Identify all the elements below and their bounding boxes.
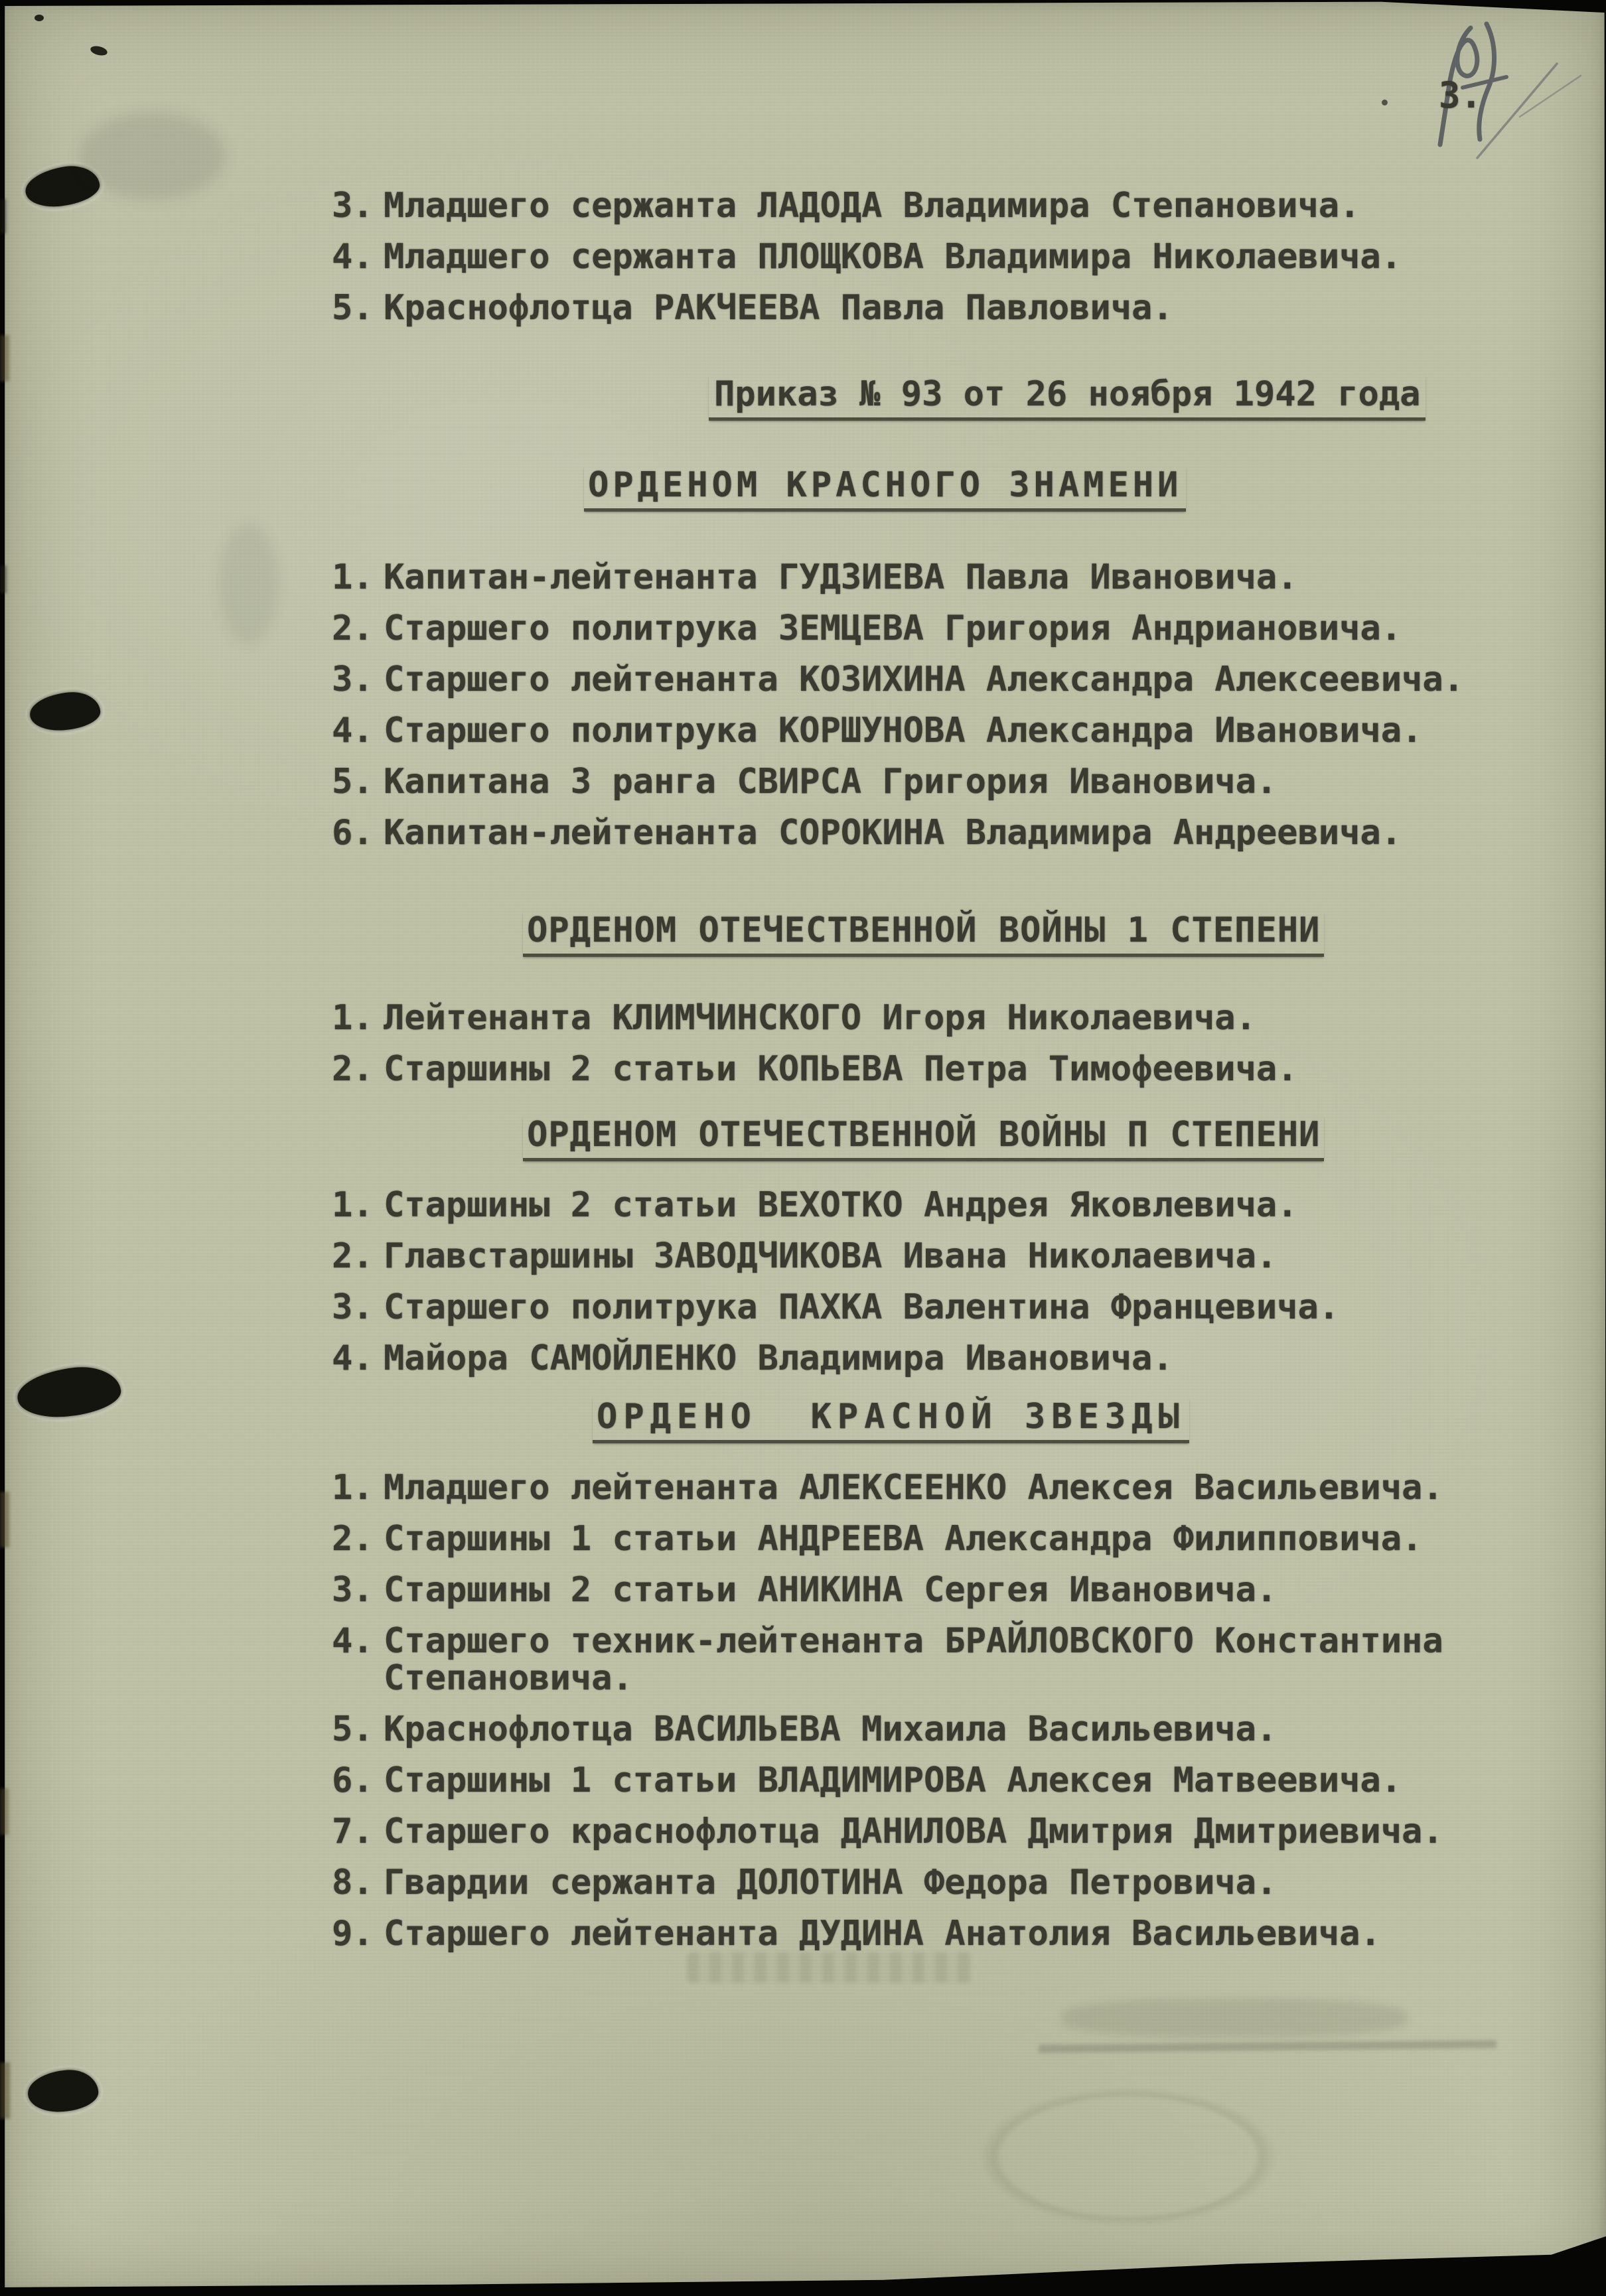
section-list-patriotic-war-2	[332, 1186, 1487, 1391]
item-number: 3.	[332, 186, 374, 226]
section-title-patriotic-war-1: ОРДЕНОМ ОТЕЧЕСТВЕННОЙ ВОЙНЫ 1 СТЕПЕНИ	[523, 912, 1324, 957]
item-number: 3.	[332, 1570, 374, 1610]
item-text: Старшего лейтенанта КОЗИХИНА Александра Алексеевича.	[384, 660, 1464, 699]
list-item	[332, 1238, 1487, 1275]
item-text: Старшины 2 статьи АНИКИНА Сергея Ивановича.	[384, 1570, 1278, 1610]
item-number: 3.	[332, 660, 374, 699]
item-text: Старшего политрука ПАХКА Валентина Францевича.	[384, 1287, 1340, 1327]
item-text: Лейтенанта КЛИМЧИНСКОГО Игоря Николаевича.	[384, 998, 1256, 1038]
section-title-red-banner: ОРДЕНОМ КРАСНОГО ЗНАМЕНИ	[584, 466, 1186, 512]
item-text: Младшего сержанта ЛАДОДА Владимира Степановича.	[384, 186, 1360, 226]
list-item	[332, 1762, 1487, 1799]
list-item	[332, 610, 1487, 647]
order-title: Приказ № 93 от 26 ноября 1942 года	[709, 376, 1425, 421]
list-item	[332, 814, 1487, 851]
smudge	[219, 524, 279, 644]
item-number: 4.	[332, 1338, 374, 1378]
list-item	[332, 1050, 1487, 1088]
list-item	[332, 1622, 1487, 1697]
list-item	[332, 1340, 1487, 1377]
item-number: 1.	[332, 557, 374, 597]
item-number: 1.	[332, 998, 374, 1038]
list-item	[332, 999, 1487, 1037]
item-number: 4.	[332, 711, 374, 751]
item-text: Старшего лейтенанта ДУДИНА Анатолия Васильевича.	[384, 1914, 1381, 1954]
item-text: Старшины 1 статьи АНДРЕЕВА Александра Филипповича.	[384, 1519, 1423, 1559]
section-title-red-star: ОРДЕНО КРАСНОЙ ЗВЕЗДЫ	[593, 1398, 1189, 1443]
item-number: 1.	[332, 1185, 374, 1225]
item-number: 7.	[332, 1812, 374, 1851]
item-text: Старшего политрука КОРШУНОВА Александра Ивановича.	[384, 711, 1423, 751]
item-number: 4.	[332, 1621, 374, 1661]
ghost-smudge	[1062, 1999, 1407, 2037]
item-number: 4.	[332, 237, 374, 277]
list-item	[332, 1186, 1487, 1224]
list-item	[332, 1813, 1487, 1850]
item-number: 5.	[332, 1709, 374, 1749]
item-number: 2.	[332, 1049, 374, 1089]
item-number: 2.	[332, 1519, 374, 1559]
item-number: 2.	[332, 1236, 374, 1276]
ink-speck	[35, 15, 44, 21]
list-item	[332, 238, 1487, 275]
smudge	[80, 113, 226, 199]
item-text: Главстаршины ЗАВОДЧИКОВА Ивана Николаевича.	[384, 1236, 1278, 1276]
section-list-patriotic-war-1	[332, 999, 1487, 1102]
list-item	[332, 1711, 1487, 1748]
list-item	[332, 1520, 1487, 1557]
edge-stain	[0, 1492, 9, 1547]
item-text: Гвардии сержанта ДОЛОТИНА Федора Петровича.	[384, 1863, 1278, 1902]
list-item	[332, 712, 1487, 749]
list-item	[332, 1571, 1487, 1609]
edge-stain	[0, 565, 7, 593]
item-text: Старшего техник-лейтенанта БРАЙЛОВСКОГО Константина Степановича.	[384, 1621, 1443, 1698]
item-text: Капитана 3 ранга СВИРСА Григория Ивановича.	[384, 762, 1278, 802]
list-item	[332, 1915, 1487, 1952]
ink-speck	[1382, 100, 1388, 106]
item-text: Старшины 1 статьи ВЛАДИМИРОВА Алексея Матвеевича.	[384, 1760, 1402, 1800]
edge-stain	[0, 199, 6, 234]
list-item	[332, 661, 1487, 698]
item-number: 5.	[332, 762, 374, 802]
edge-stain	[0, 1788, 9, 1835]
item-number: 6.	[332, 1760, 374, 1800]
item-number: 5.	[332, 288, 374, 328]
section-list-red-star	[332, 1469, 1487, 1966]
item-text: Краснофлотца РАКЧЕЕВА Павла Павловича.	[384, 288, 1173, 328]
item-number: 3.	[332, 1287, 374, 1327]
item-number: 8.	[332, 1863, 374, 1902]
list-item	[332, 763, 1487, 800]
item-number: 1.	[332, 1468, 374, 1508]
edge-stain	[0, 2062, 10, 2119]
list-item	[332, 187, 1487, 224]
section-list-red-banner	[332, 559, 1487, 865]
item-number: 2.	[332, 609, 374, 648]
item-text: Капитан-лейтенанта СОРОКИНА Владимира Андреевича.	[384, 813, 1402, 853]
item-text: Краснофлотца ВАСИЛЬЕВА Михаила Васильевича.	[384, 1709, 1278, 1749]
item-text: Младшего сержанта ПЛОЩКОВА Владимира Николаевича.	[384, 237, 1402, 277]
ghost-text	[687, 1952, 972, 1983]
list-item	[332, 1289, 1487, 1326]
list-item	[332, 289, 1487, 326]
item-number: 6.	[332, 813, 374, 853]
item-text: Старшины 2 статьи КОПЬЕВА Петра Тимофеевича.	[384, 1049, 1298, 1089]
item-text: Майора САМОЙЛЕНКО Владимира Ивановича.	[384, 1338, 1173, 1378]
item-text: Младшего лейтенанта АЛЕКСЕЕНКО Алексея Васильевича.	[384, 1468, 1443, 1508]
page-number: 3.	[1439, 74, 1483, 116]
item-text: Старшего политрука ЗЕМЦЕВА Григория Андриановича.	[384, 609, 1402, 648]
section-title-patriotic-war-2: ОРДЕНОМ ОТЕЧЕСТВЕННОЙ ВОЙНЫ П СТЕПЕНИ	[523, 1116, 1324, 1161]
intro-list	[332, 187, 1487, 340]
item-number: 9.	[332, 1914, 374, 1954]
ghost-stamp	[942, 2070, 1314, 2243]
list-item	[332, 1469, 1487, 1506]
list-item	[332, 1864, 1487, 1901]
list-item	[332, 559, 1487, 596]
edge-stain	[0, 335, 9, 382]
item-text: Капитан-лейтенанта ГУДЗИЕВА Павла Ивановича.	[384, 557, 1298, 597]
item-text: Старшины 2 статьи ВЕХОТКО Андрея Яковлевича.	[384, 1185, 1298, 1225]
item-text: Старшего краснофлотца ДАНИЛОВА Дмитрия Дмитриевича.	[384, 1812, 1443, 1851]
